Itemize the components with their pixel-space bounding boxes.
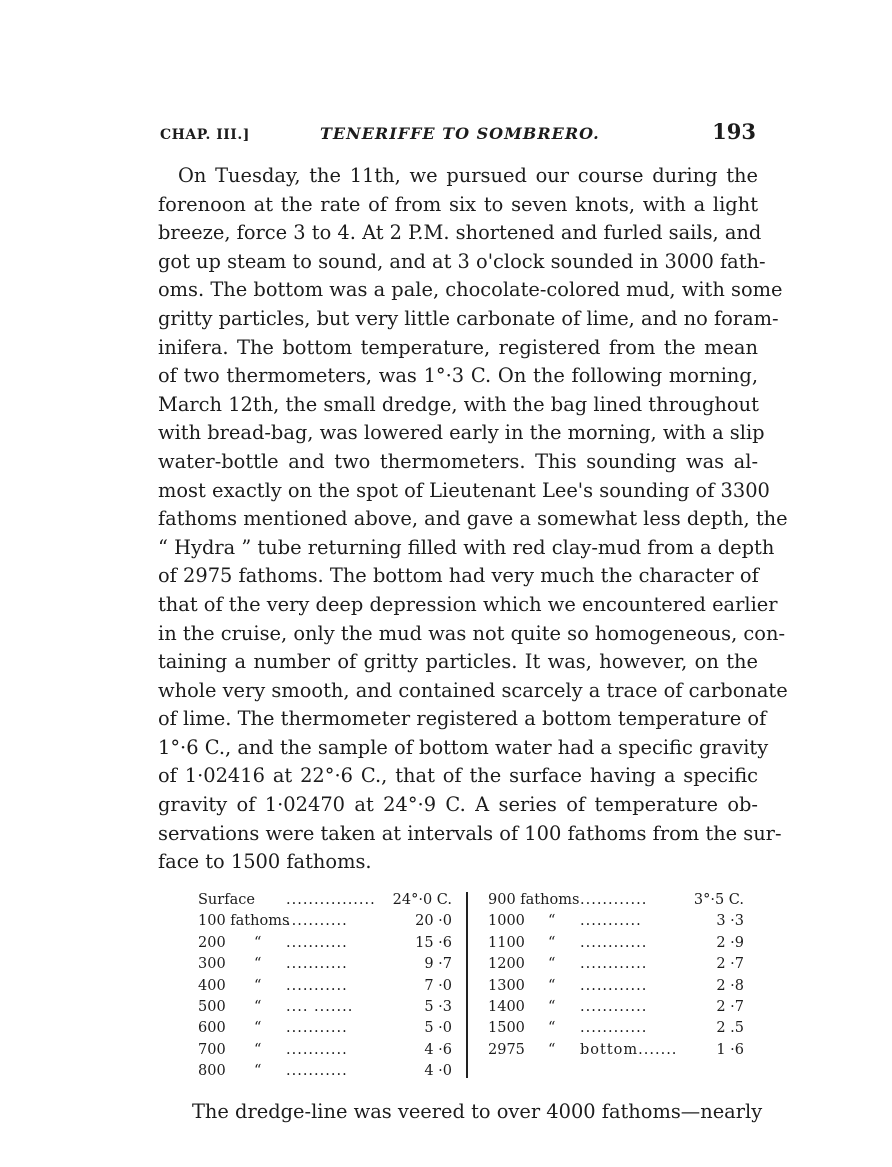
leader-dots: ........... [286,1063,348,1080]
paragraph-line: in the cruise, only the mud was not quite so homogeneous, con- [158,621,786,645]
ditto-mark: “ [548,1041,556,1058]
table-row [198,911,456,932]
paragraph-line: breeze, force 3 to 4. At 2 P.M. shortened and furled sails, and [158,221,762,245]
depth-label: 1300 [488,977,525,994]
running-title: TENERIFFE TO SOMBRERO. [320,124,600,143]
temperature-value: 24°·0 C. [392,892,452,908]
table-row [488,890,748,911]
table-row [488,1018,748,1039]
depth-label: 800 [198,1063,226,1080]
temperature-value: 1 ·6 [716,1041,744,1058]
ditto-mark: “ [548,913,556,930]
paragraph-line: oms. The bottom was a pale, chocolate-colored mud, with some [158,278,783,302]
column-divider [466,892,468,1078]
leader-dots: ................ [286,892,376,908]
leader-dots: ........... [286,1020,348,1037]
table-row [488,954,748,975]
temperature-value: 15 ·6 [415,934,452,951]
depth-label: 400 [198,977,226,994]
paragraph-line: taining a number of gritty particles. It was, however, on the [158,650,758,674]
leader-dots: ........... [286,934,348,951]
depth-label: 100 fathoms [198,913,290,930]
ditto-mark: “ [254,934,262,951]
temperature-table [198,890,758,1080]
temperature-value: 20 ·0 [415,913,452,930]
table-row [198,1040,456,1061]
temperature-value: 3°·5 C. [693,892,744,908]
paragraph-line: 1°·6 C., and the sample of bottom water had a specific gravity [158,735,769,759]
temperature-value: 9 ·7 [424,956,452,973]
table-row [488,1040,748,1061]
temperature-value: 4 ·0 [424,1063,452,1080]
chapter-label: CHAP. III.] [160,127,250,143]
paragraph-line: March 12th, the small dredge, with the bag lined throughout [158,392,759,416]
running-head [160,119,760,149]
paragraph-line: forenoon at the rate of from six to seven knots, with a light [158,192,758,216]
main-paragraph [158,162,788,877]
paragraph-line: that of the very deep depression which we encountered earlier [158,592,778,616]
temperature-value: 5 ·0 [424,1020,452,1037]
paragraph-line: of lime. The thermometer registered a bottom temperature of [158,707,767,731]
ditto-mark: “ [254,1020,262,1037]
leader-dots: ........... [286,1041,348,1058]
table-row [488,911,748,932]
paragraph-line: got up steam to sound, and at 3 o'clock sounded in 3000 fath- [158,249,766,273]
leader-dots: bottom....... [580,1041,678,1058]
ditto-mark: “ [548,977,556,994]
page-number: 193 [712,119,756,144]
table-row [488,997,748,1018]
paragraph-line: inifera. The bottom temperature, registered from the mean [158,335,758,359]
table-row [198,1061,456,1082]
temperature-value: 2 .5 [716,1020,744,1037]
ditto-mark: “ [548,1020,556,1037]
ditto-mark: “ [548,934,556,951]
ditto-mark: “ [548,956,556,973]
depth-label: 500 [198,998,226,1015]
paragraph-line: servations were taken at intervals of 100 fathoms from the sur- [158,821,782,845]
temperature-column-left [198,890,456,1083]
paragraph-line: gravity of 1·02470 at 24°·9 C. A series of temperature ob- [158,793,758,817]
ditto-mark: “ [254,956,262,973]
leader-dots: ........... [286,956,348,973]
leader-dots: ............ [580,998,648,1015]
depth-label: 300 [198,956,226,973]
paragraph-line: water-bottle and two thermometers. This sounding was al- [158,449,758,473]
temperature-value: 2 ·9 [716,934,744,951]
depth-label: 1000 [488,913,525,930]
table-row [198,1018,456,1039]
temperature-value: 2 ·8 [716,977,744,994]
paragraph-line: with bread-bag, was lowered early in the morning, with a slip [158,421,765,445]
depth-label: 200 [198,934,226,951]
depth-label: 1200 [488,956,525,973]
depth-label: Surface [198,892,255,908]
temperature-value: 4 ·6 [424,1041,452,1058]
table-row [198,954,456,975]
leader-dots: ............ [580,956,648,973]
leader-dots: .... ....... [286,998,354,1015]
leader-dots: ............ [580,977,648,994]
table-row [488,976,748,997]
leader-dots: ............ [580,934,648,951]
temperature-value: 2 ·7 [716,998,744,1015]
paragraph-line: fathoms mentioned above, and gave a somewhat less depth, the [158,507,788,531]
leader-dots: ........... [286,977,348,994]
leader-dots: ........... [286,913,348,930]
table-row [198,997,456,1018]
paragraph-line: face to 1500 fathoms. [158,850,372,874]
leader-dots: ............ [580,1020,648,1037]
ditto-mark: “ [254,1063,262,1080]
temperature-value: 2 ·7 [716,956,744,973]
leader-dots: ............ [580,892,648,908]
depth-label: 600 [198,1020,226,1037]
temperature-value: 5 ·3 [424,998,452,1015]
continuation-line: The dredge-line was veered to over 4000 fathoms—nearly [192,1100,763,1123]
paragraph-line: whole very smooth, and contained scarcely a trace of carbonate [158,678,788,702]
temperature-value: 3 ·3 [716,913,744,930]
ditto-mark: “ [254,998,262,1015]
paragraph-line: of 2975 fathoms. The bottom had very much the character of [158,564,759,588]
table-row [198,976,456,997]
depth-label: 700 [198,1041,226,1058]
ditto-mark: “ [548,998,556,1015]
temperature-value: 7 ·0 [424,977,452,994]
paragraph-line: “ Hydra ” tube returning filled with red clay-mud from a depth [158,535,775,559]
table-row [488,933,748,954]
depth-label: 1100 [488,934,525,951]
ditto-mark: “ [254,1041,262,1058]
table-row [198,890,456,911]
table-row [198,933,456,954]
paragraph-line: most exactly on the spot of Lieutenant Lee's sounding of 3300 [158,478,770,502]
temperature-column-right [488,890,748,1061]
depth-label: 1500 [488,1020,525,1037]
leader-dots: ........... [580,913,642,930]
depth-label: 1400 [488,998,525,1015]
depth-label: 900 fathoms [488,892,580,908]
paragraph-line: gritty particles, but very little carbonate of lime, and no foram- [158,306,779,330]
ditto-mark: “ [254,977,262,994]
paragraph-line: On Tuesday, the 11th, we pursued our course during the [178,164,758,187]
paragraph-line: of 1·02416 at 22°·6 C., that of the surface having a specific [158,764,758,788]
paragraph-line: of two thermometers, was 1°·3 C. On the following morning, [158,364,758,388]
depth-label: 2975 [488,1041,525,1058]
